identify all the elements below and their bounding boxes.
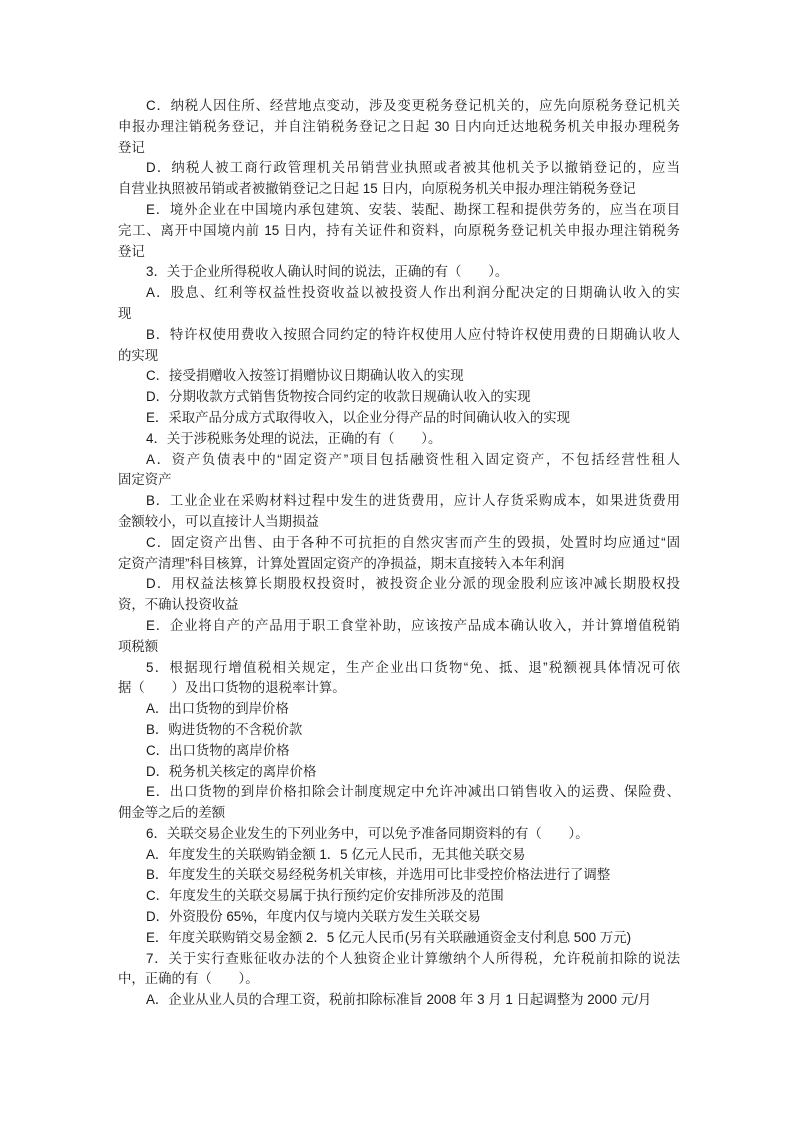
- paragraph: [118, 845, 680, 866]
- text-line: B．购进货物的不含税价款: [146, 721, 303, 737]
- paragraph: [118, 158, 680, 200]
- paragraph: [118, 574, 680, 616]
- paragraph: [118, 429, 680, 450]
- text-line: 登记: [118, 243, 145, 259]
- paragraph: [118, 366, 680, 387]
- text-line: B．特许权使用费收入按照合同约定的特许权使用人应付特许权使用费的日期确认收人: [146, 326, 680, 342]
- text-line: 5．根据现行增值税相关规定，生产企业出口货物“免、抵、退”税额视具体情况可依: [146, 659, 680, 675]
- text-line: A．年度发生的关联购销金额 1．5 亿元人民币，无其他关联交易: [146, 846, 526, 862]
- paragraph: [118, 262, 680, 283]
- text-line: C．年度发生的关联交易属于执行预约定价安排所涉及的范围: [146, 888, 504, 904]
- paragraph: [118, 949, 680, 991]
- paragraph: [118, 886, 680, 907]
- text-line: 中，正确的有（ ）。: [118, 971, 259, 987]
- text-line: 固定资产: [118, 472, 172, 488]
- paragraph: [118, 387, 680, 408]
- text-line: 佣金等之后的差额: [118, 805, 226, 821]
- paragraph: [118, 990, 680, 1011]
- text-line: A．企业从业人员的合理工资，税前扣除标准旨 2008 年 3 月 1 日起调整为 2000 元/月: [146, 992, 652, 1008]
- text-line: 4．关于涉税账务处理的说法，正确的有（ ）。: [146, 430, 442, 446]
- text-line: C．固定资产出售、由于各种不可抗拒的自然灾害而产生的毁损，处置时均应通过“固: [146, 534, 680, 550]
- text-line: B．工业企业在采购材料过程中发生的进货费用，应计人存货采购成本，如果进货费用: [146, 493, 680, 509]
- text-line: 资，不确认投资收益: [118, 597, 239, 613]
- text-line: E．年度关联购销交易金额 2．5 亿元人民币(另有关联融通资金支付利息 500 万元): [146, 929, 632, 945]
- paragraph: [118, 907, 680, 928]
- paragraph: [118, 762, 680, 783]
- paragraph: [118, 741, 680, 762]
- paragraph: [118, 450, 680, 492]
- paragraph: [118, 408, 680, 429]
- text-line: 的实现: [118, 347, 159, 363]
- text-line: E．企业将自产的产品用于职工食堂补助，应该按产品成本确认收入，并计算增值税销: [146, 617, 680, 633]
- text-line: A．股息、红利等权益性投资收益以被投资人作出利润分配决定的日期确认收入的实: [146, 285, 680, 301]
- text-line: 7．关于实行查账征收办法的个人独资企业计算缴纳个人所得税，允许税前扣除的说法: [146, 950, 680, 966]
- text-line: 登记: [118, 139, 145, 155]
- paragraph: [118, 200, 680, 262]
- text-line: 3．关于企业所得税收人确认时间的说法，正确的有（ ）。: [146, 264, 509, 280]
- paragraph: [118, 720, 680, 741]
- text-line: B．年度发生的关联交易经税务机关审核，并选用可比非受控价格法进行了调整: [146, 867, 611, 883]
- text-line: C．纳税人因住所、经营地点变动，涉及变更税务登记机关的，应先向原税务登记机关: [146, 98, 680, 113]
- paragraph: [118, 782, 680, 824]
- text-line: 定资产清理”科目核算，计算处置固定资产的净损益，期末直接转入本年利润: [118, 555, 565, 571]
- paragraph: [118, 491, 680, 533]
- text-line: C．出口货物的离岸价格: [146, 742, 290, 758]
- text-line: 申报办理注销税务登记，并自注销税务登记之日起 30 日内向迁达地税务机关申报办理税务: [118, 118, 680, 134]
- paragraph: [118, 928, 680, 949]
- paragraph: [118, 533, 680, 575]
- text-line: 据（ ）及出口货物的退税率计算。: [118, 680, 346, 696]
- text-line: D．外资股份 65%，年度内仅与境内关联方发生关联交易: [146, 909, 481, 925]
- text-line: D．纳税人被工商行政管理机关吊销营业执照或者被其他机关予以撤销登记的，应当: [146, 160, 680, 176]
- paragraph: [118, 699, 680, 720]
- text-line: D．用权益法核算长期股权投资时，被投资企业分派的现金股利应该冲减长期股权投: [146, 576, 680, 592]
- paragraph: [118, 616, 680, 658]
- text-line: A．出口货物的到岸价格: [146, 701, 289, 717]
- text-line: D．分期收款方式销售货物按合同约定的收款日规确认收入的实现: [146, 389, 531, 405]
- text-line: 项税额: [118, 638, 159, 654]
- paragraph: [118, 283, 680, 325]
- text-line: 金额较小，可以直接计人当期损益: [118, 513, 319, 529]
- paragraph: [118, 325, 680, 367]
- paragraph: [118, 865, 680, 886]
- paragraph: [118, 658, 680, 700]
- text-line: D．税务机关核定的离岸价格: [146, 763, 317, 779]
- text-line: E．采取产品分成方式取得收入，以企业分得产品的时间确认收入的实现: [146, 409, 571, 425]
- text-line: A．资产负债表中的“固定资产”项目包括融资性租入固定资产，不包括经营性租人: [146, 451, 680, 467]
- paragraph: [118, 824, 680, 845]
- text-line: 现: [118, 305, 132, 321]
- text-line: E．境外企业在中国境内承包建筑、安装、装配、勘探工程和提供劳务的，应当在项目: [146, 201, 680, 217]
- text-line: 6．关联交易企业发生的下列业务中，可以免予准备同期资料的有（ ）。: [146, 825, 589, 841]
- paragraph: [118, 96, 680, 158]
- text-line: C．接受捐赠收入按签订捐赠协议日期确认收入的实现: [146, 368, 464, 384]
- text-line: 完工、离开中国境内前 15 日内，持有关证件和资料，向原税务登记机关申报办理注销税务: [118, 222, 680, 238]
- text-line: 自营业执照被吊销或者被撤销登记之日起 15 日内，向原税务机关申报办理注销税务登记: [118, 181, 636, 197]
- text-line: E．出口货物的到岸价格扣除会计制度规定中允许冲减出口销售收入的运费、保险费、: [146, 784, 680, 800]
- document-page: [118, 96, 680, 1011]
